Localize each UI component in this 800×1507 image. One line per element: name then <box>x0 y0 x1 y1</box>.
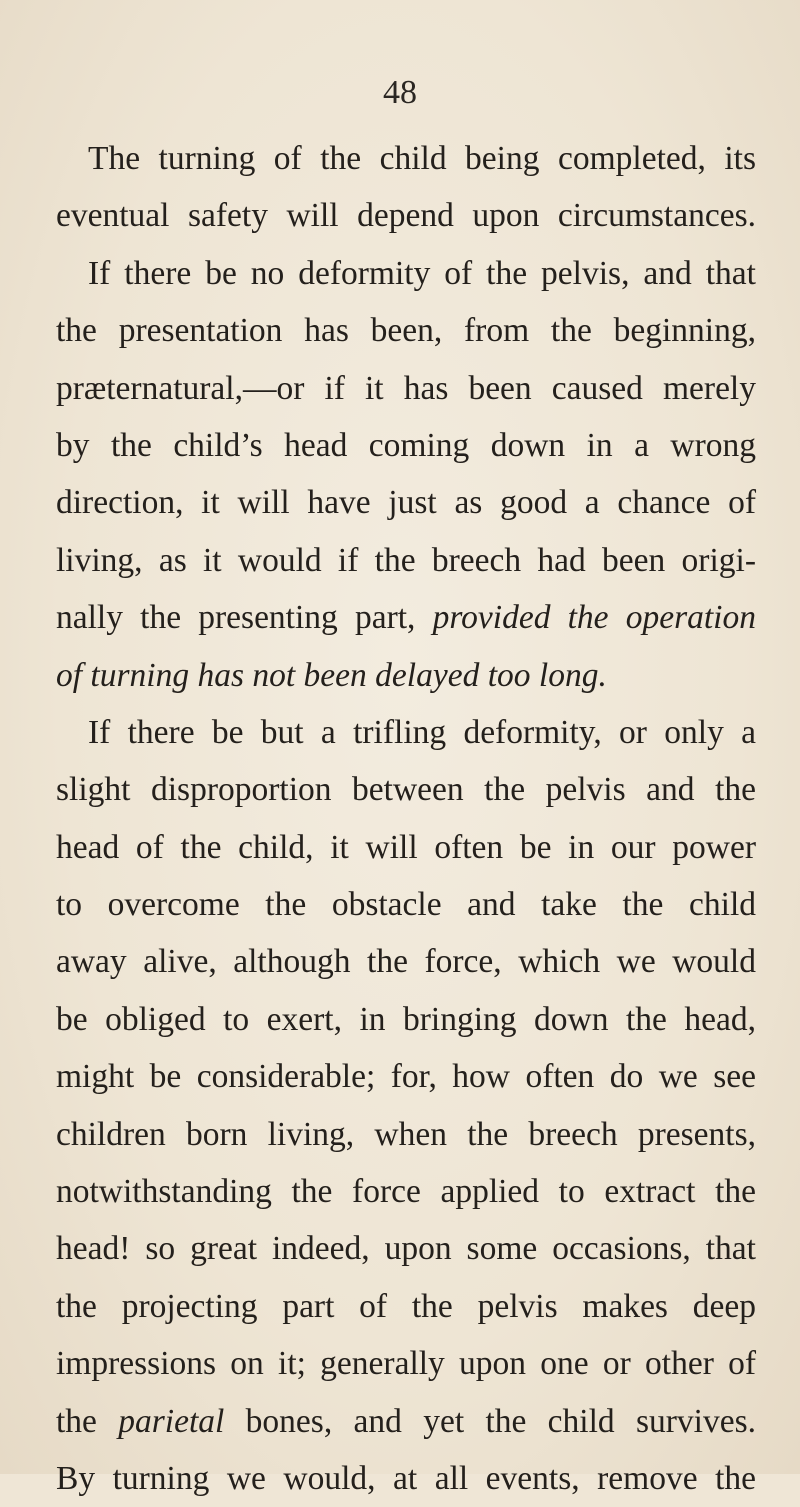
text-line-16: be obliged to exert, in bringing down the head, <box>56 1000 756 1038</box>
text-line-4: the presentation has been, from the beginning, <box>56 312 756 350</box>
text-line-24: By turning we would, at all events, remove the <box>56 1459 756 1497</box>
text-line-23-end: bones, and yet the child survives. <box>245 1402 757 1440</box>
text-line-13: head of the child, it will often be in our power <box>56 828 756 866</box>
text-line-9-roman: nally the presenting part, <box>56 599 416 637</box>
text-line-17: might be considerable; for, how often do we see <box>56 1058 756 1096</box>
text-line-22: impressions on it; generally upon one or other of <box>56 1345 756 1383</box>
text-line-19: notwithstanding the force applied to extract the <box>56 1173 756 1211</box>
text-line-7: direction, it will have just as good a chance of <box>56 484 756 522</box>
text-line-21: the projecting part of the pelvis makes deep <box>56 1287 756 1325</box>
text-line-15: away alive, although the force, which we would <box>56 943 756 981</box>
text-line-8: living, as it would if the breech had been origi- <box>56 541 756 579</box>
page-number: 48 <box>383 74 417 111</box>
text-line-6: by the child’s head coming down in a wrong <box>56 426 756 464</box>
italic-provided-operation: provided the operation <box>432 599 756 637</box>
text-line-11: If there be but a trifling deformity, or only a <box>88 713 756 751</box>
italic-parietal: parietal <box>118 1402 225 1440</box>
text-line-23 <box>56 1393 756 1450</box>
text-line-20: head! so great indeed, upon some occasions, that <box>56 1230 756 1268</box>
body-text <box>56 130 756 1507</box>
text-line-23-start: the <box>56 1402 97 1440</box>
text-line-14: to overcome the obstacle and take the child <box>56 886 756 924</box>
text-line-12: slight disproportion between the pelvis and the <box>56 771 756 809</box>
text-line-2: eventual safety will depend upon circumstances. <box>56 197 756 235</box>
italic-turning-delayed: of turning has not been delayed too long. <box>56 656 607 694</box>
text-line-3: If there be no deformity of the pelvis, and that <box>88 254 756 292</box>
text-line-9 <box>56 589 756 646</box>
text-line-1: The turning of the child being completed, its <box>88 140 756 177</box>
text-line-18: children born living, when the breech presents, <box>56 1115 756 1153</box>
text-line-5: præternatural,—or if it has been caused merely <box>56 369 756 407</box>
text-line-10 <box>56 647 756 704</box>
